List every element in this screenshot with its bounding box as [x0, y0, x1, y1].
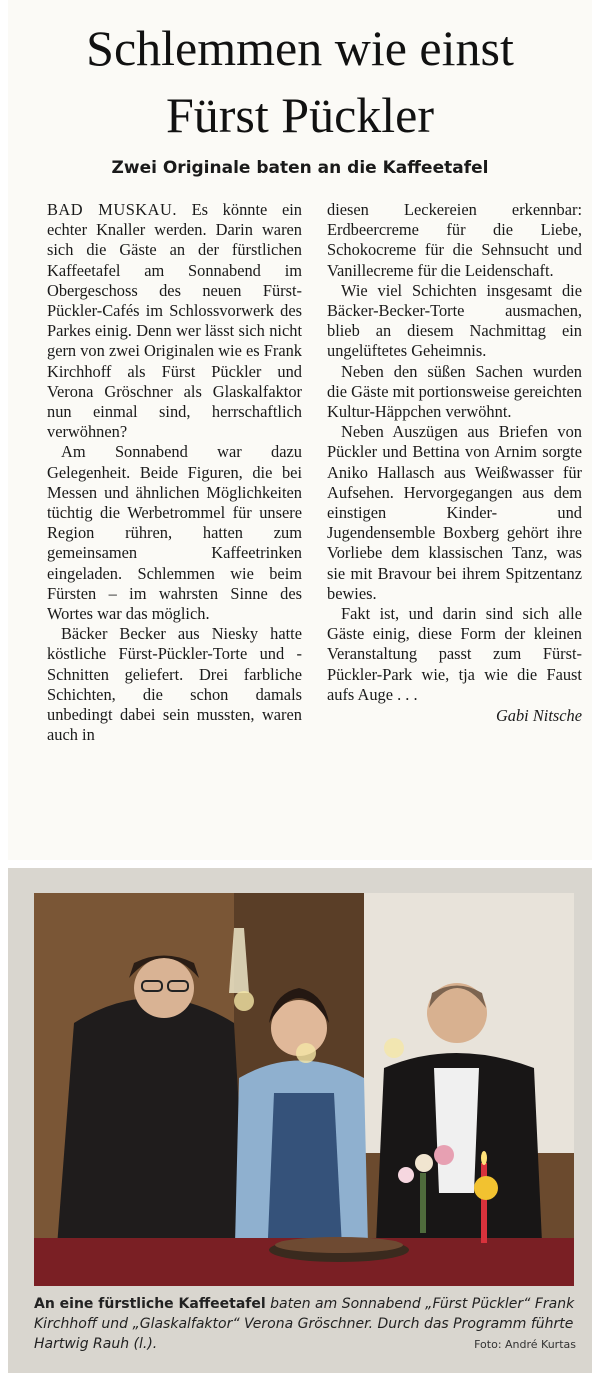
caption-lead: An eine fürstliche Kaffeetafel: [34, 1296, 266, 1312]
paragraph-4: Wie viel Schichten insgesamt die Bäcker-Becker-Torte ausmachen, blieb an diesem Nachmittag ein ungelüftetes Geheimnis.: [327, 280, 582, 361]
event-photo: [34, 893, 574, 1286]
paragraph-2: Am Sonnabend war dazu Gelegenheit. Beide Figuren, die bei Messen und ähnlichen Möglichkeiten tüchtig die Werbetrommel für unsere Region rühren, hatten zum gemeinsamen Kaffeetrinken eingeladen. Schlemmen wie beim Fürsten – im wahrsten Sinne des Wortes war das möglich.: [47, 442, 302, 624]
photo-credit: Foto: André Kurtas: [474, 1338, 576, 1351]
dateline: BAD MUSKAU.: [47, 200, 177, 219]
paragraph-1: [47, 200, 302, 442]
event-photo-illustration: [34, 893, 574, 1286]
paragraph-7: Fakt ist, und darin sind sich alle Gäste einig, diese Form der kleinen Veranstaltung passt zum Fürst-Pückler-Park wie, tja wie die Faust aufs Auge . . .: [327, 604, 582, 704]
caption-text: baten am Sonnabend „Fürst Pückler“ Frank Kirchhoff und „Glaskalfaktor“ Verona Gröschner. Durch das Programm führte Hartwig Rauh (l.).: [34, 1296, 575, 1352]
paragraph-3-continued: diesen Leckereien erkennbar: Erdbeercreme für die Liebe, Schokocreme für die Sehnsucht und Vanillecreme für die Leidenschaft.: [327, 200, 582, 280]
subheadline: Zwei Originale baten an die Kaffeetafel: [111, 158, 489, 178]
article-column-right: [327, 200, 582, 726]
paragraph-6: Neben Auszügen aus Briefen von Pückler und Bettina von Arnim sorgte Aniko Hallasch aus Weißwasser für Aufsehen. Hervorgegangen aus dem einstigen Kinder- und Jugendensemble Boxberg gehört ihre Vorliebe dem klassischen Tanz, was sie mit Bravour bei ihrem Spitzentanz bewies.: [327, 422, 582, 603]
headline-line-2: Fürst Pückler: [165, 87, 435, 143]
paragraph-1-text: Es könnte ein echter Knaller werden. Darin waren sich die Gäste an der fürstlichen Kaffeetafel am Sonnabend im Obergeschoss des neuen Fürst-Pückler-Cafés im Schlossvorwerk des Parkes einig. Denn wer lässt sich nicht gern von zwei Originalen wie es Frank Kirchhoff als Fürst Pückler und Verona Gröschner als Glaskalfaktor nun einmal sind, herrschaftlich verwöhnen?: [47, 200, 302, 442]
headline-line-1: Schlemmen wie einst: [86, 20, 514, 76]
paragraph-3-start: Bäcker Becker aus Niesky hatte köstliche Fürst-Pückler-Torte und -Schnitten geliefert. Drei farbliche Schichten, die schon damals unbedingt dabei sein mussten, waren auch in: [47, 624, 302, 745]
paragraph-5: Neben den süßen Sachen wurden die Gäste mit portionsweise gereichten Kultur-Häppchen verwöhnt.: [327, 361, 582, 422]
author-byline: Gabi Nitsche: [495, 706, 582, 726]
article-column-left: [47, 200, 302, 745]
